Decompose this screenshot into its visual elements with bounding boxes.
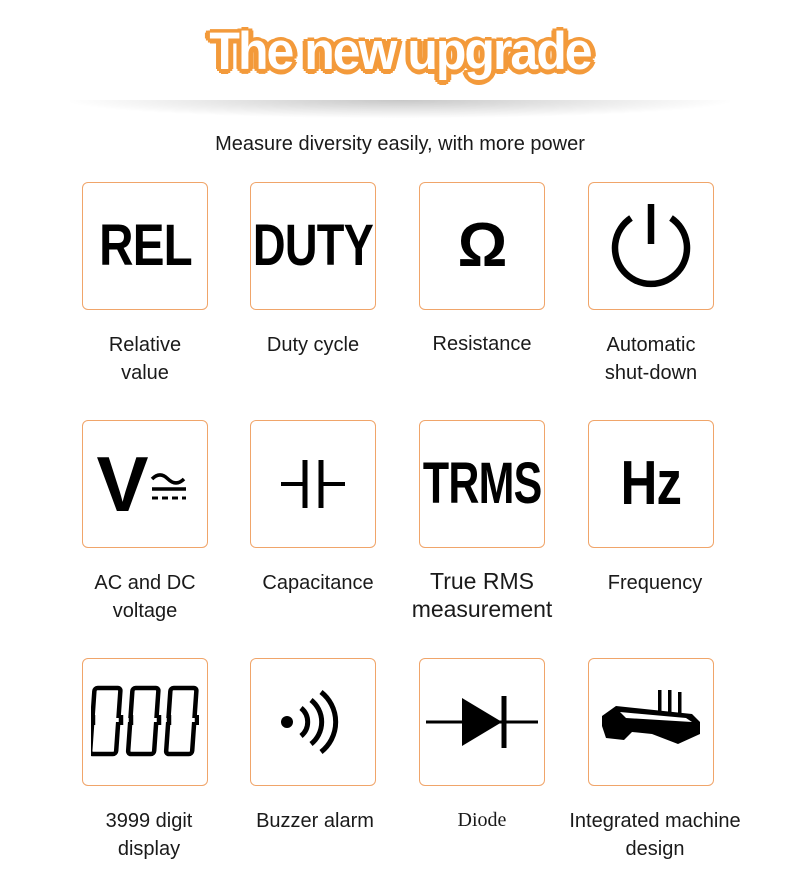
ac-dc-symbol-icon <box>150 467 190 507</box>
feature-label-trms: True RMS measurement <box>411 568 553 622</box>
page-subtitle: Measure diversity easily, with more power <box>215 133 585 155</box>
feature-label-shutdown: Automatic shut-down <box>604 334 698 384</box>
feature-tile-integrated <box>588 658 714 786</box>
feature-label-diode: Diode <box>457 809 507 831</box>
feature-label-buzzer: Buzzer alarm <box>256 810 374 832</box>
feature-tile-relative <box>82 182 208 310</box>
feature-label-integrated: Integrated machine design <box>569 810 741 860</box>
buzzer-sound-icon <box>273 682 353 762</box>
power-icon <box>603 198 699 294</box>
feature-tile-shutdown <box>588 182 714 310</box>
hz-text-icon: Hz <box>620 449 682 518</box>
feature-label-voltage: AC and DC voltage <box>94 572 196 622</box>
feature-tile-diode <box>419 658 545 786</box>
feature-tile-display <box>82 658 208 786</box>
feature-label-capacitance: Capacitance <box>262 572 374 594</box>
feature-label-display: 3999 digit display <box>105 810 193 860</box>
rel-text-icon: REL <box>98 213 192 278</box>
feature-tile-resistance <box>419 182 545 310</box>
omega-icon: Ω <box>457 211 507 280</box>
duty-text-icon: DUTY <box>252 213 374 278</box>
feature-tile-buzzer <box>250 658 376 786</box>
feature-label-relative: Relative value <box>108 334 182 384</box>
feature-label-frequency: Frequency <box>607 572 703 594</box>
feature-label-resistance: Resistance <box>432 333 532 355</box>
feature-tile-capacitance <box>250 420 376 548</box>
ac-dc-voltage-icon: V <box>96 440 148 528</box>
trms-text-icon: TRMS <box>422 451 542 516</box>
diode-icon <box>422 682 542 762</box>
probe-device-icon <box>596 682 706 762</box>
feature-tile-duty <box>250 182 376 310</box>
page-title: The new upgrade <box>209 21 591 81</box>
feature-label-duty: Duty cycle <box>266 334 360 356</box>
capacitor-icon <box>273 444 353 524</box>
feature-tile-frequency <box>588 420 714 548</box>
feature-tile-voltage <box>82 420 208 548</box>
seven-segment-display-icon <box>91 682 199 762</box>
feature-tile-trms <box>419 420 545 548</box>
title-shadow-divider <box>70 100 730 118</box>
